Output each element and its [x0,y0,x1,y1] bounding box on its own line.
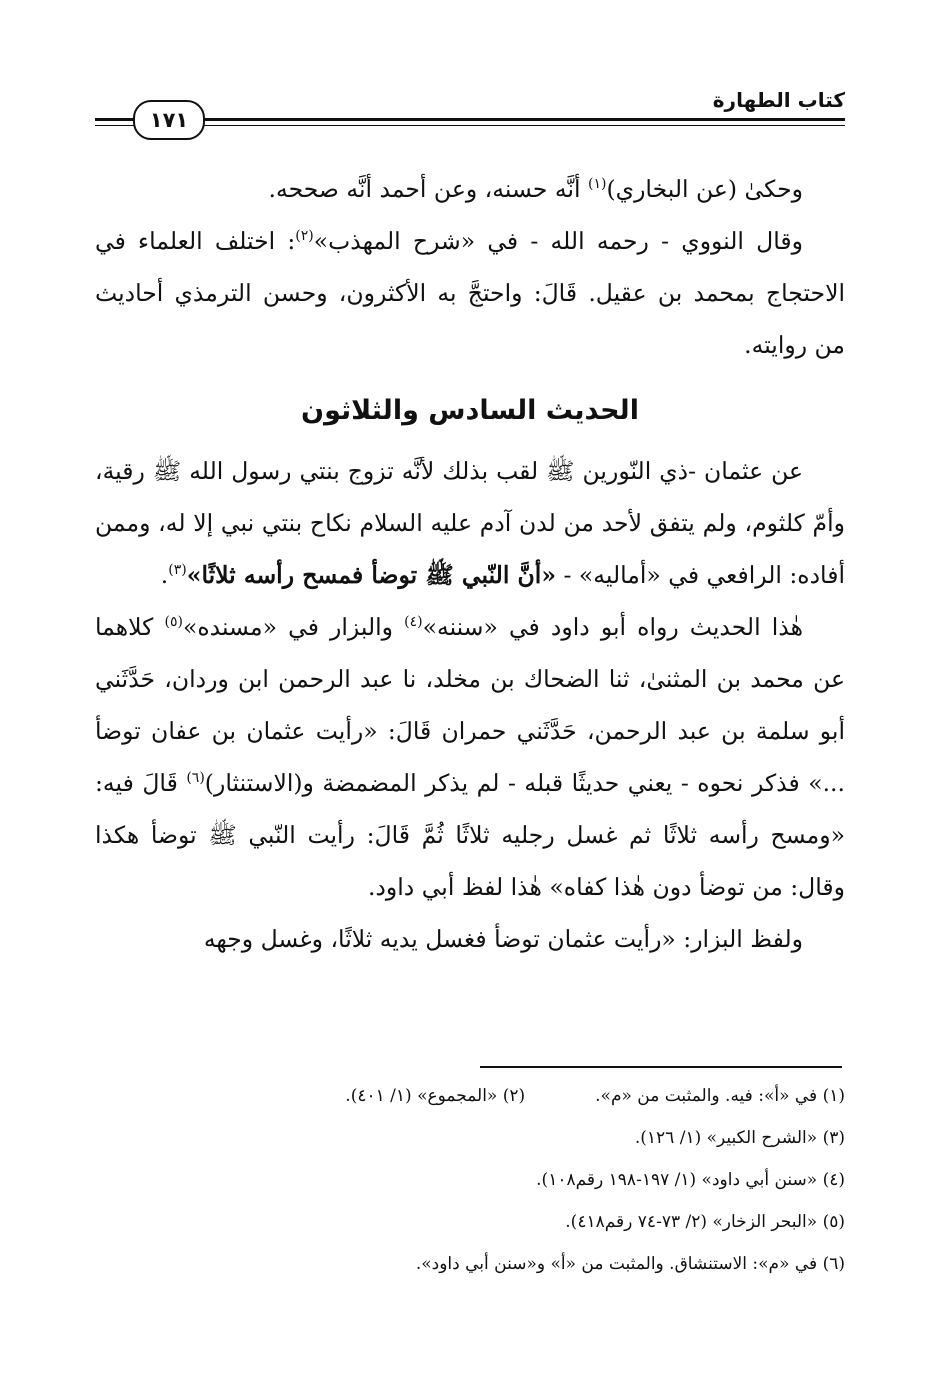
footnote: (٥) «البحر الزخار» (٢/ ٧٣-٧٤ رقم٤١٨). [565,1212,845,1232]
page-header [95,88,845,148]
hadith-text: «أنَّ النّبي ﷺ توضأ فمسح رأسه ثلاثًا» [186,561,557,589]
header-rule [200,118,845,121]
footnote-separator [480,1066,842,1068]
header-rule [200,125,845,126]
footnote: (٣) «الشرح الكبير» (١/ ١٢٦). [634,1128,845,1148]
footnote-ref[interactable]: (١) [588,176,607,193]
paragraph: وقال النووي - رحمه الله - في «شرح المهذب»$^{(٢)}$: اختلف العلماء في الاحتجاج بمحمد بن عقيل. قَالَ: واحتجَّ به الأكثرون، وحسن الترمذي أحاديث من روايته. [95,227,845,359]
footnote: (٤) «سنن أبي داود» (١/ ١٩٧-١٩٨ رقم١٠٨). [536,1170,845,1190]
header-rule [95,118,135,121]
paragraph: هٰذا الحديث رواه أبو داود في «سننه»$^{(٤)}$ والبزار في «مسنده»$^{(٥)}$ كلاهما عن محمد بن المثنىٰ، ثنا الضحاك بن مخلد، نا عبد الرحمن ابن وردان، حَدَّثَني أبو سلمة بن عبد الرحمن، حَدَّثَني حمران قَالَ: «رأيت عثمان بن عفان توضأ ...» فذكر نحوه - يعني حديثًا قبله - لم يذكر المضمضة و(الاستنثار)$^{(٦)}$ قَالَ فيه: «ومسح رأسه ثلاثًا ثم غسل رجليه ثلاثًا ثُمَّ قَالَ: رأيت النّبي ﷺ توضأ هكذا وقال: من توضأ دون هٰذا كفاه» هٰذا لفظ أبي داود. [95,613,845,901]
footnote-ref[interactable]: (٤) [404,614,423,631]
paragraph: عن عثمان -ذي النّورين ﷺ لقب بذلك لأنَّه تزوج بنتي رسول الله ﷺ رقية، وأمّ كلثوم، ولم يتفق لأحد من لدن آدم عليه السلام نكاح بنتي نبي إلا له، وممن أفاده: الرافعي في «أماليه» - «أنَّ النّبي ﷺ توضأ فمسح رأسه ثلاثًا»$^{(٣)}$. [95,457,845,589]
main-text [95,163,845,965]
footnote: (٦) في «م»: الاستنشاق. والمثبت من «أ» و«سنن أبي داود». [415,1254,845,1274]
footnote-ref[interactable]: (٣) [168,562,187,579]
footnote-ref[interactable]: (٥) [164,614,183,631]
footnote-ref[interactable]: (٦) [186,770,205,787]
section-heading: الحديث السادس والثلاثون [301,395,639,426]
paragraph: ولفظ البزار: «رأيت عثمان توضأ فغسل يديه ثلاثًا، وغسل وجهه [203,925,803,953]
page-number: ١٧١ [133,100,205,140]
footnote: (١) في «أ»: فيه. والمثبت من «م».(٢) «المجموع» (١/ ٤٠١). [345,1086,845,1106]
footnotes [95,1075,845,1285]
footnote-ref[interactable]: (٢) [295,228,314,245]
header-rule [95,125,135,126]
running-title: كتاب الطهارة [712,88,845,112]
paragraph: وحكىٰ (عن البخاري)$^{(١)}$ أنَّه حسنه، وعن أحمد أنَّه صححه. [268,175,803,203]
